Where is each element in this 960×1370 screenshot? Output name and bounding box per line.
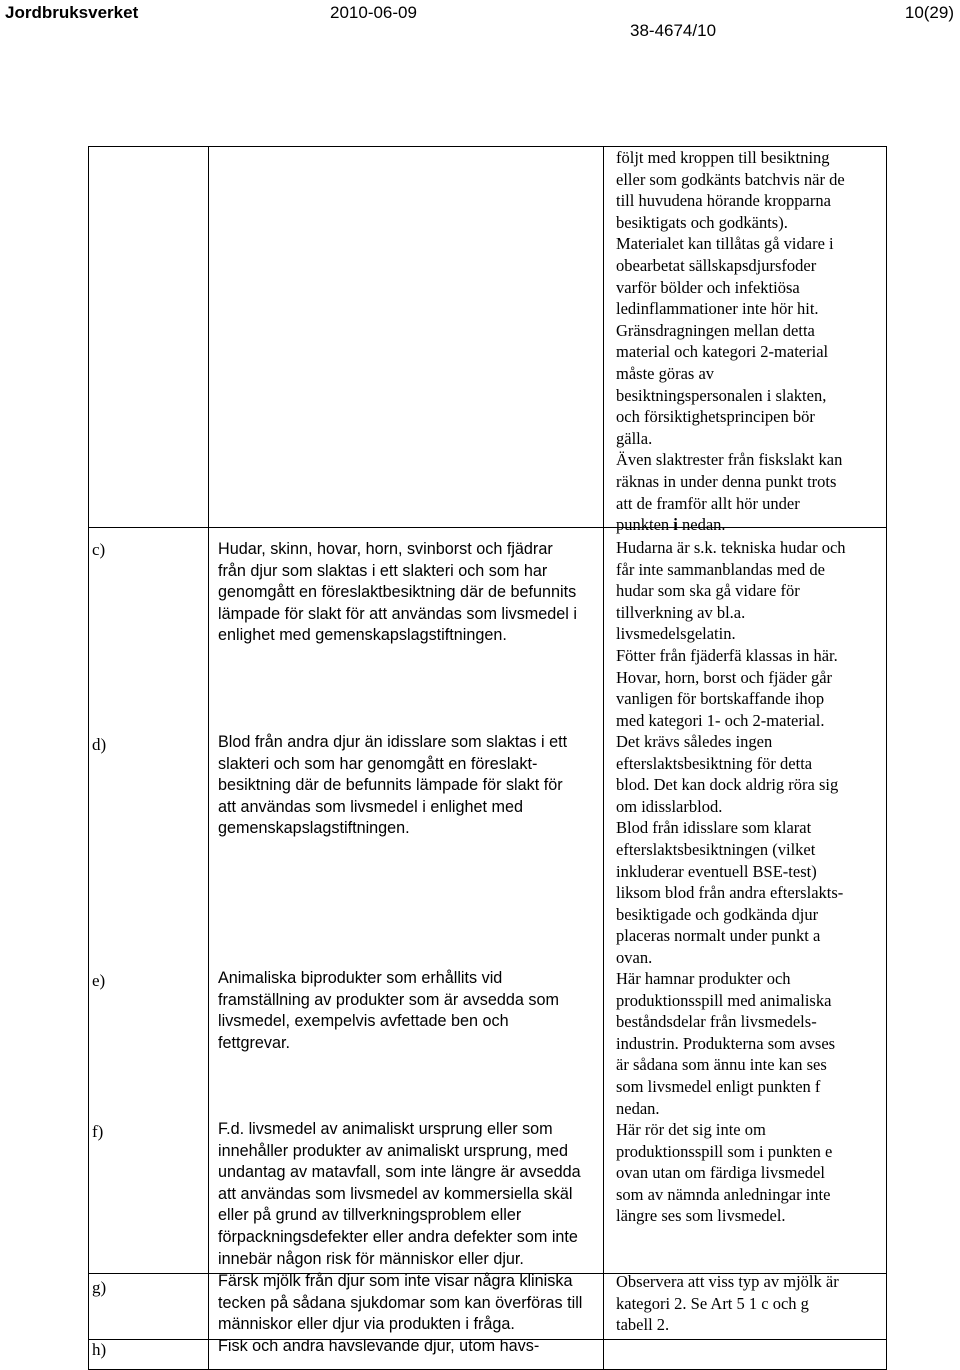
text-line: undantag av matavfall, som inte längre är avsedda [218, 1163, 581, 1182]
text-line: F.d. livsmedel av animaliskt ursprung eller som [218, 1120, 553, 1138]
text-line: genomgått en föreslaktbesiktning där de befunnits [218, 583, 577, 602]
note-line: material och kategori 2-material [616, 342, 829, 362]
note-line: Det krävs således ingen [616, 732, 773, 751]
row-label-d: d) [92, 735, 107, 754]
note-line [616, 514, 882, 536]
page-number: 10(29) [904, 3, 954, 22]
note-line: livsmedelsgelatin. [616, 624, 736, 644]
note-line: liksom blod från andra efterslakts- [616, 883, 844, 903]
row-label-c: c) [92, 540, 106, 559]
note-line: om idisslarblod. [616, 796, 723, 816]
note-line: och försiktighetsprincipen bör [616, 407, 815, 427]
note-line: produktionsspill med animaliska [616, 990, 832, 1010]
row-label-e: e) [92, 971, 106, 990]
note-line: får inte sammanblandas med de [616, 559, 825, 579]
row-text-c [218, 539, 603, 647]
note-line: ovan. [616, 947, 653, 967]
note-line: Gränsdragningen mellan detta [616, 320, 815, 340]
row-text-e [218, 968, 603, 1054]
note-line: måste göras av [616, 363, 715, 383]
note-line: nedan. [616, 1098, 660, 1118]
note-line: besiktigade och godkända djur [616, 904, 819, 924]
text-line: människor eller djur via produkten i fråga. [218, 1315, 515, 1334]
text-line: eller på grund av tillverkningsproblem eller [218, 1206, 522, 1225]
text-line: att användas som livsmedel i enlighet med [218, 797, 524, 816]
text-line: innebär någon risk för människor eller djur. [218, 1249, 524, 1268]
note-line: besiktigats och godkänts). [616, 212, 788, 232]
note-line: eller som godkänts batchvis när de [616, 169, 845, 189]
row-label-f: f) [92, 1122, 104, 1141]
text-line: tecken på sådana sjukdomar som kan överföras till [218, 1293, 583, 1312]
text-line: Blod från andra djur än idisslare som slaktas i ett [218, 733, 568, 751]
text-line: från djur som slaktas i ett slakteri och som har [218, 561, 548, 580]
note-line: placeras normalt under punkt a [616, 926, 821, 946]
note-line: som livsmedel enligt punkten f [616, 1076, 821, 1096]
row-text-d [218, 732, 603, 840]
note-text: nedan. [677, 515, 726, 535]
text-line: innehåller produkter av animaliskt ursprung, med [218, 1141, 569, 1160]
text-line: livsmedel, exempelvis avfettade ben och [218, 1012, 509, 1031]
label-cell [89, 1274, 209, 1340]
text-line: att användas som livsmedel av kommersiella skäl [218, 1184, 573, 1203]
note-line: efterslaktsbesiktning för detta [616, 753, 813, 773]
note-line: ledinflammationer inte hör hit. [616, 299, 819, 319]
note-line: ovan utan om färdiga livsmedel [616, 1163, 825, 1183]
text-line: framställning av produkter som är avsedda som [218, 990, 559, 1009]
text-line: Färsk mjölk från djur som inte visar några kliniska [218, 1272, 573, 1290]
note-text: punkten [616, 515, 670, 535]
row-label-h: h) [92, 1340, 107, 1359]
note-line: Här rör det sig inte om [616, 1120, 766, 1139]
text-line: enlighet med gemenskapslagstiftningen. [218, 626, 507, 645]
note-line: inkluderar eventuell BSE-test) [616, 861, 817, 881]
label-cell [89, 528, 209, 1274]
row-note-f [616, 1119, 882, 1227]
note-line: som av nämnda anledningar inte [616, 1184, 831, 1204]
row-label-g: g) [92, 1278, 107, 1297]
note-line: Blod från idisslare som klarat [616, 818, 812, 838]
point-reference: i [673, 515, 678, 535]
note-line: produktionsspill som i punkten e [616, 1141, 833, 1161]
note-line: tabell 2. [616, 1315, 670, 1335]
note-line: industrin. Produkterna som avses [616, 1033, 836, 1053]
row-note-g [616, 1271, 882, 1336]
note-line: Hudarna är s.k. tekniska hudar och [616, 538, 846, 557]
text-line: förpackningsdefekter eller andra defekter som inte [218, 1227, 578, 1246]
text-line: Fisk och andra havslevande djur, utom havs- [218, 1337, 540, 1355]
note-line: att de framför allt hör under [616, 493, 800, 513]
note-line: följt med kroppen till besiktning [616, 148, 830, 167]
intro-note [616, 147, 882, 536]
row-note-d [616, 731, 882, 969]
note-line: hudar som ska gå vidare för [616, 581, 800, 601]
row-text-g [218, 1271, 603, 1336]
note-line: varför bölder och infektiösa [616, 277, 800, 297]
row-note-e [616, 968, 882, 1119]
text-line: gemenskapslagstiftningen. [218, 819, 410, 838]
note-line: Materialet kan tillåtas gå vidare i [616, 234, 834, 254]
text-line: besiktning där de befunnits lämpade för slakt för [218, 776, 563, 795]
note-line: Här hamnar produkter och [616, 969, 791, 988]
note-line: med kategori 1- och 2-material. [616, 710, 825, 730]
text-line: slakteri och som har genomgått en föreslakt- [218, 754, 538, 773]
note-line: tillverkning av bl.a. [616, 602, 746, 622]
label-cell [89, 1340, 209, 1370]
row-note-c [616, 537, 882, 731]
organization-name: Jordbruksverket [5, 3, 139, 22]
note-line: obearbetat sällskapsdjursfoder [616, 255, 817, 275]
note-line: räknas in under denna punkt trots [616, 471, 837, 491]
note-line: gälla. [616, 428, 653, 448]
row-text-h [218, 1336, 603, 1358]
reference-number: 38-4674/10 [630, 21, 717, 40]
note-line: kategori 2. Se Art 5 1 c och g [616, 1293, 809, 1313]
document-date: 2010-06-09 [330, 3, 417, 22]
note-line: vanligen för bortskaffande ihop [616, 689, 825, 709]
note-line: blod. Det kan dock aldrig röra sig [616, 775, 839, 795]
note-line: är sådana som ännu inte kan ses [616, 1055, 827, 1075]
label-cell [89, 147, 209, 528]
text-line: fettgrevar. [218, 1033, 290, 1052]
text-line: Hudar, skinn, hovar, horn, svinborst och fjädrar [218, 540, 553, 558]
note-line: Fötter från fjäderfä klassas in här. [616, 645, 838, 665]
note-line: beståndsdelar från livsmedels- [616, 1012, 817, 1032]
note-line: efterslaktsbesiktningen (vilket [616, 839, 816, 859]
note-line: till huvudena hörande kropparna [616, 191, 831, 211]
note-line: Hovar, horn, borst och fjäder går [616, 667, 833, 687]
row-text-f [218, 1119, 603, 1270]
note-line: Observera att viss typ av mjölk är [616, 1272, 839, 1291]
note-cell [604, 1340, 887, 1370]
note-line: Även slaktrester från fiskslakt kan [616, 450, 843, 470]
text-line: lämpade för slakt för att användas som livsmedel i [218, 604, 577, 623]
note-line: besiktningspersonalen i slakten, [616, 385, 827, 405]
text-cell [209, 147, 604, 528]
note-line: längre ses som livsmedel. [616, 1206, 786, 1226]
text-line: Animaliska biprodukter som erhållits vid [218, 969, 503, 987]
